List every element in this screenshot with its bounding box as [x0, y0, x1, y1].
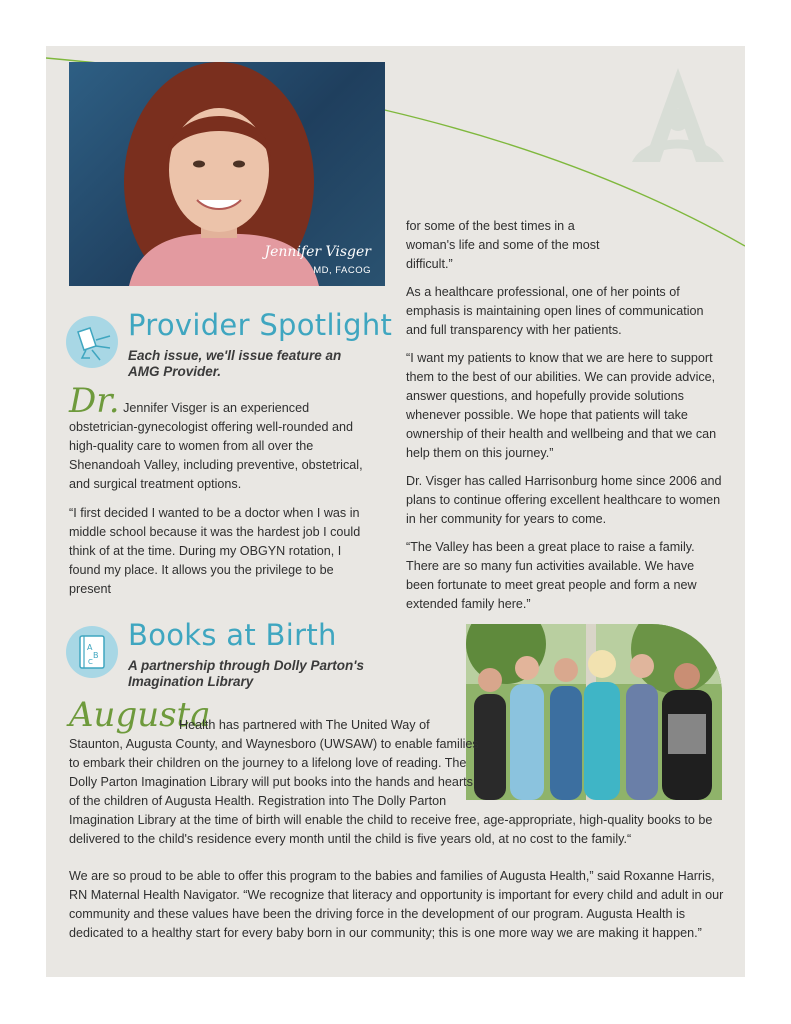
spotlight-intro-text: Jennifer Visger is an experienced obstetrician-gynecologist offering well-rounded and high-quality care to women from all over the Shenandoah Valley, including preventive, obstetrical, and surgical treatment options. — [69, 401, 363, 491]
spotlight-right-column — [406, 217, 724, 623]
svg-text:A: A — [87, 643, 93, 652]
photo-wrap-spacer — [479, 716, 729, 800]
spotlight-intro — [69, 381, 369, 494]
books-at-birth-title: Books at Birth — [128, 618, 337, 652]
dropcap-spacer — [69, 716, 179, 730]
svg-text:B: B — [93, 651, 99, 660]
books-at-birth-subtitle: A partnership through Dolly Parton's Imagination Library — [128, 658, 364, 689]
spotlight-left-column — [69, 381, 369, 609]
newsletter-page — [46, 46, 745, 977]
spotlight-quote-2: “I want my patients to know that we are here to support them to the best of our abilities. We can provide advice, answer questions, and hopefully provide solutions whenever possible. We hope that patients will take ownership of their health and wellbeing and that we can help them on this journey.” — [406, 351, 717, 460]
books-paragraph-2: We are so proud to be able to offer this program to the babies and families of Augusta Health,” said Roxanne Harris, RN Maternal Health Navigator. “We recognize that literacy and opportunity is important for every child and adult in our community and these values have been the driving force in the development of our program. Augusta Health is dedicated to a healthy start for every baby born in our community; this is one more way we are making it happen.” — [69, 869, 724, 940]
provider-spotlight-subtitle: Each issue, we'll issue feature an AMG Provider. — [128, 348, 342, 379]
spotlight-emphasis-paragraph: As a healthcare professional, one of her points of emphasis is maintaining open lines of communication and full transparency with her patients. — [406, 285, 704, 337]
books-paragraph-1: Health has partnered with The United Way of Staunton, Augusta County, and Waynesboro (UWSAW) to enable families to embark their children on the journey to a lifelong love of reading. The Dolly Parton Imagination Library will put books into the hands and hearts of the children of Augusta Health. Registration into The Dolly Parton Imagination Library at the time of birth will enable the child to receive free, age-appropriate, high-quality books to be delivered to the child's residence every month until the child is five years old, at no cost to the family.“ — [69, 718, 713, 846]
dropcap-dr: Dr. — [69, 381, 120, 421]
photo-caption-name: Jennifer Visger — [264, 244, 371, 260]
provider-photo — [69, 62, 385, 286]
abc-book-icon — [66, 626, 118, 678]
spotlight-quote-1-start: “I first decided I wanted to be a doctor when I was in middle school because it was the hardest job I could think of at the time. During my OBGYN rotation, I found my place. It allows you the privilege to be present — [69, 506, 361, 596]
spotlight-quote-3: “The Valley has been a great place to raise a family. There are so many fun activities available. We have been fortunate to meet great people and form a new extended family here.” — [406, 540, 697, 611]
dropcap-augusta: Augusta — [69, 695, 211, 735]
photo-caption-credentials: MD, FACOG — [313, 265, 371, 276]
books-body — [69, 716, 729, 943]
augusta-logo-watermark-icon — [626, 64, 730, 164]
spotlight-lamp-icon — [66, 316, 118, 368]
spotlight-quote-1-end: for some of the best times in a woman's life and some of the most difficult.” — [406, 219, 600, 271]
svg-text:C: C — [88, 658, 93, 666]
provider-spotlight-title: Provider Spotlight — [128, 308, 393, 342]
spotlight-home-paragraph: Dr. Visger has called Harrisonburg home since 2006 and plans to continue offering excellent healthcare to women in her community for years to come. — [406, 474, 722, 526]
